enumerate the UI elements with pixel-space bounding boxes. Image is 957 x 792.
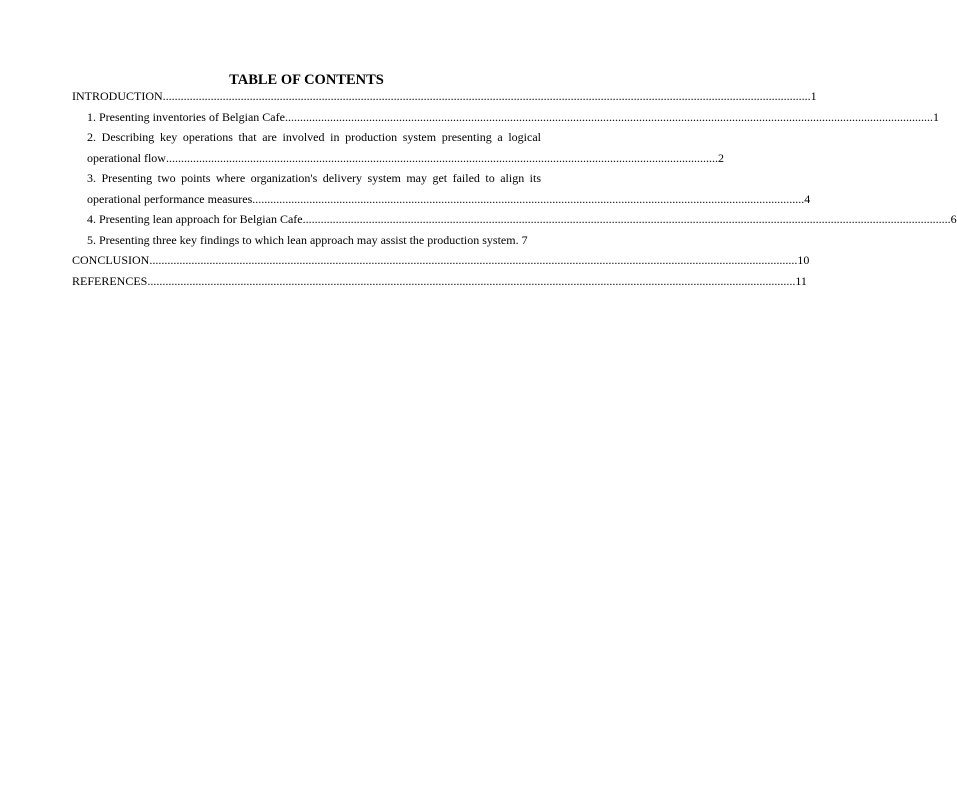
toc-entry-text-line1: 2. Describing key operations that are involved in production system presenting a logical	[87, 130, 541, 144]
toc-entry-text: 4. Presenting lean approach for Belgian Cafe	[87, 212, 303, 226]
toc-entry-text-line2: operational performance measures	[87, 191, 253, 206]
toc-entry-section-4[interactable]	[72, 209, 957, 230]
toc-entry-references[interactable]	[72, 271, 807, 292]
toc-list	[72, 86, 957, 291]
toc-entry-section-3[interactable]	[72, 168, 811, 209]
toc-entry-page: 6	[950, 212, 957, 226]
toc-entry-page: 1	[810, 89, 817, 103]
toc-entry-conclusion[interactable]	[72, 250, 810, 271]
toc-leader-dots	[303, 209, 951, 230]
toc-entry-section-2[interactable]	[72, 127, 724, 168]
toc-entry-page: 1	[932, 109, 939, 124]
toc-leader-dots: ........................................................................................................................................................................................	[252, 191, 805, 206]
toc-entry-page: 10	[797, 253, 810, 267]
toc-leader-dots	[147, 271, 795, 292]
toc-entry-section-5[interactable]	[72, 230, 541, 251]
toc-entry-page: 7	[521, 232, 528, 247]
toc-entry-page: 4	[804, 191, 811, 206]
toc-leader-dots	[285, 107, 933, 128]
toc-entry-text-line1: 3. Presenting two points where organization's delivery system may get failed to align its	[87, 171, 541, 185]
document-page	[72, 72, 957, 291]
toc-leader-dots	[149, 250, 797, 271]
toc-entry-text-line2: operational flow	[87, 150, 166, 165]
toc-entry-text: CONCLUSION	[72, 253, 150, 267]
toc-entry-section-1[interactable]	[72, 107, 939, 128]
toc-leader-dots	[163, 86, 811, 107]
toc-title: TABLE OF CONTENTS	[229, 72, 384, 88]
toc-entry-page: 2	[717, 150, 724, 165]
toc-entry-text: INTRODUCTION	[72, 89, 163, 103]
toc-entry-page: 11	[795, 273, 807, 288]
toc-leader-dots: ........................................................................................................................................................................................	[165, 150, 718, 165]
toc-entry-text: 1. Presenting inventories of Belgian Cafe	[87, 109, 285, 124]
toc-entry-text: REFERENCES	[72, 273, 148, 288]
toc-entry-introduction[interactable]	[72, 86, 817, 107]
toc-entry-text: 5. Presenting three key findings to which lean approach may assist the production system.	[87, 232, 519, 247]
